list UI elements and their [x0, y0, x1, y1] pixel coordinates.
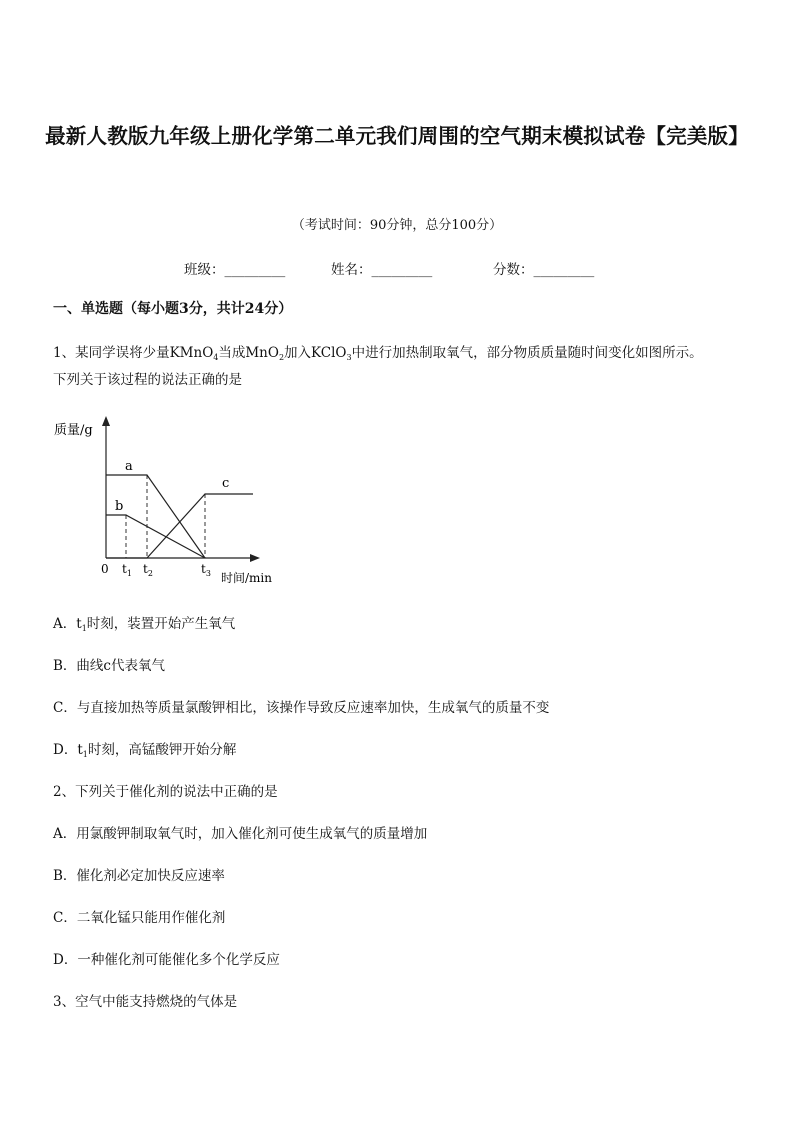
mass-time-chart — [50, 412, 290, 592]
q2-stem: 2、下列关于催化剂的说法中正确的是 — [53, 784, 278, 800]
q1-stem-part-b: 当成MnO — [218, 345, 279, 361]
q1-stem-sub-3: 3 — [346, 353, 352, 362]
q1-option-d[interactable] — [53, 738, 236, 759]
name-field[interactable] — [331, 258, 432, 278]
series-label-a: a — [125, 459, 133, 474]
series-label-b: b — [115, 499, 124, 514]
score-blank: _________ — [533, 262, 595, 278]
series-line-a — [106, 475, 205, 558]
series-line-c — [106, 494, 253, 558]
x-tick-label-t2: $t_2$ — [143, 562, 153, 578]
exam-subtitle: （考试时间：90分钟，总分100分） — [291, 218, 503, 233]
q1-stem-sub-2: 2 — [278, 353, 285, 362]
q1-option-a-post: 时刻，装置开始产生氧气 — [86, 616, 236, 632]
class-blank: _________ — [224, 262, 286, 278]
x-axis-label: 时间/min — [221, 571, 272, 585]
q1-stem-line-2: 下列关于该过程的说法正确的是 — [53, 372, 242, 388]
q2-option-a[interactable]: A．用氯酸钾制取氧气时，加入催化剂可使生成氧气的质量增加 — [53, 826, 428, 842]
q1-option-d-pre: D．t — [53, 742, 83, 758]
q1-option-a-pre: A．t — [53, 616, 82, 632]
q1-stem-part-a: 1、某同学误将少量KMnO — [53, 345, 214, 361]
x-tick-label-t1: $t_1$ — [122, 562, 132, 578]
q2-option-d[interactable]: D．一种催化剂可能催化多个化学反应 — [53, 952, 280, 968]
y-axis-arrow — [102, 416, 110, 426]
score-field[interactable] — [493, 258, 594, 278]
name-label: 姓名： — [331, 262, 372, 278]
x-tick-label-t3: $t_3$ — [201, 562, 211, 578]
q3-stem: 3、空气中能支持燃烧的气体是 — [53, 994, 238, 1010]
q1-stem-part-d: 中进行加热制取氧气，部分物质质量随时间变化如图所示。 — [351, 345, 703, 361]
q1-stem — [53, 341, 703, 362]
y-axis-label: 质量/g — [54, 423, 93, 438]
series-label-c: c — [222, 476, 230, 491]
q1-option-a-sub: 1 — [81, 624, 87, 633]
section-heading: 一、单选题（每小题3分，共计24分） — [53, 301, 293, 317]
name-blank: _________ — [371, 262, 433, 278]
class-label: 班级： — [184, 262, 225, 278]
q1-option-d-sub: 1 — [82, 750, 88, 759]
q1-stem-sub-1: 4 — [213, 353, 219, 362]
q2-option-c[interactable]: C．二氧化锰只能用作催化剂 — [53, 910, 226, 926]
q1-option-d-post: 时刻，高锰酸钾开始分解 — [87, 742, 237, 758]
page-title: 最新人教版九年级上册化学第二单元我们周围的空气期末模拟试卷【完美版】 — [45, 124, 749, 148]
score-label: 分数： — [493, 262, 534, 278]
class-field[interactable] — [184, 258, 285, 278]
origin-label: 0 — [101, 562, 109, 576]
q1-option-a[interactable] — [53, 612, 235, 633]
q1-option-b[interactable]: B．曲线c代表氧气 — [53, 658, 165, 674]
q1-option-c[interactable]: C．与直接加热等质量氯酸钾相比，该操作导致反应速率加快，生成氧气的质量不变 — [53, 700, 550, 716]
x-axis-arrow — [250, 554, 260, 562]
q1-stem-part-c: 加入KClO — [284, 345, 347, 361]
q2-option-b[interactable]: B．催化剂必定加快反应速率 — [53, 868, 225, 884]
